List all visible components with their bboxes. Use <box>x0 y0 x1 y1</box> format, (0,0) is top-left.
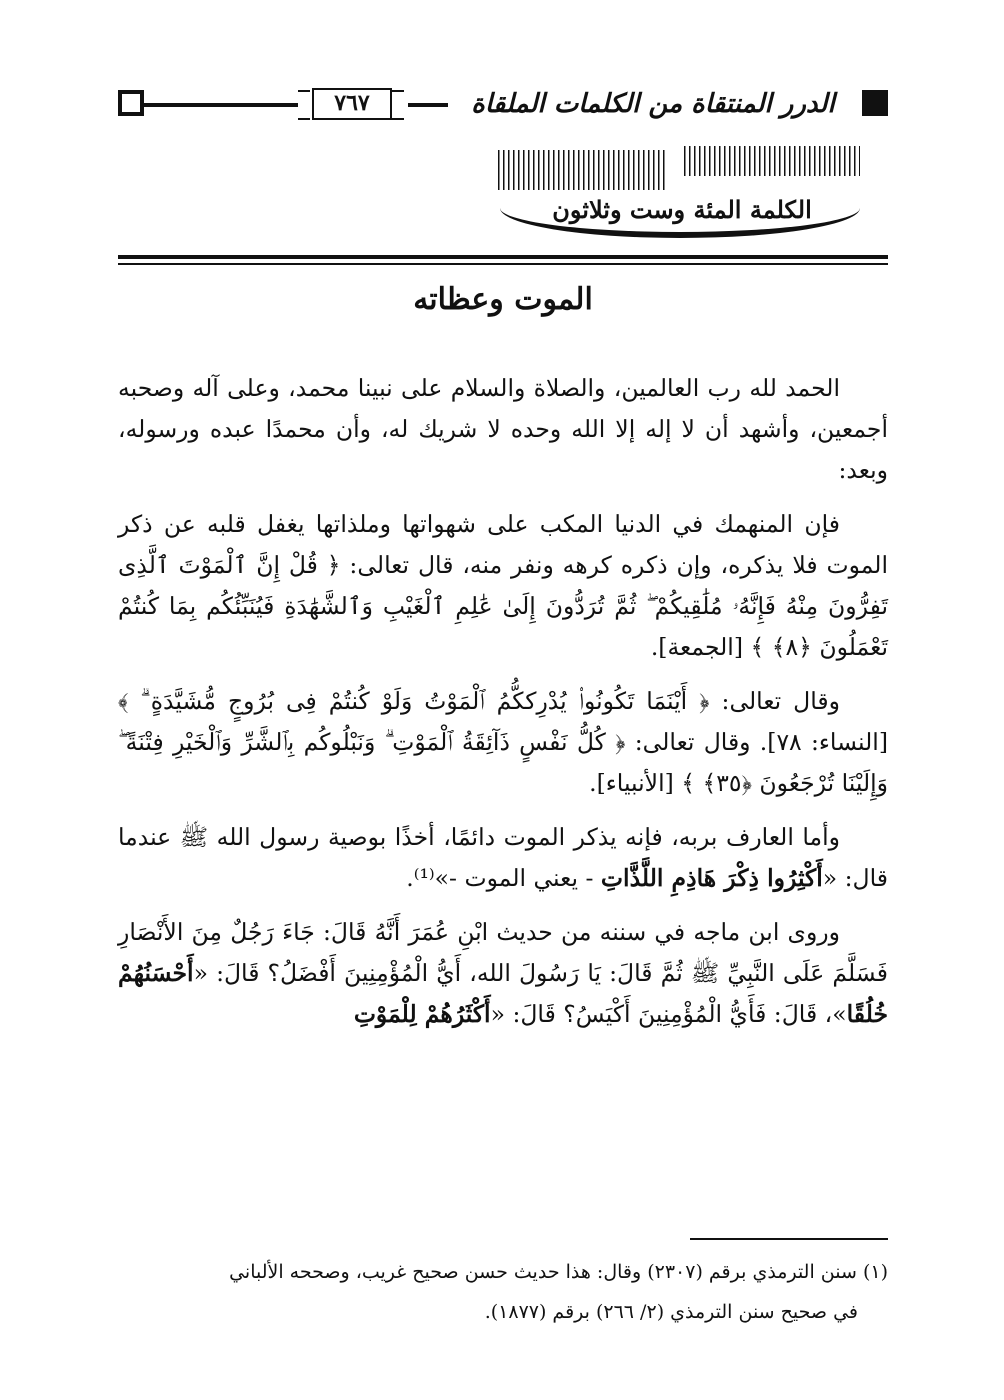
page-header <box>118 84 888 124</box>
paragraph-text: »، قَالَ: فَأَيُّ الْمُؤْمِنِينَ أَكْيَسُ؟ قَالَ: « <box>490 1000 847 1028</box>
paragraph <box>118 912 888 1035</box>
paragraph-text: فإن المنهمك في الدنيا المكب على شهواتها وملذاتها يغفل قلبه عن ذكر الموت فلا يذكره، وإن ذكره كرهه ونفر منه، قال تعالى: ﴿ قُلْ إِنَّ ٱلْمَوْتَ ٱلَّذِى تَفِرُّونَ مِنْهُ فَإِنَّهُۥ مُلَٰقِيكُمْ ۖ ثُمَّ تُرَدُّونَ إِلَىٰ عَٰلِمِ ٱلْغَيْبِ وَٱلشَّهَٰدَةِ فَيُنَبِّئُكُم بِمَا كُنتُمْ تَعْمَلُونَ ﴿٨﴾ ﴾ [الجمعة]. <box>118 510 888 661</box>
book-title: الدرر المنتقاة من الكلمات الملقاة <box>448 84 858 124</box>
hadith-quote: أَكْثِرُوا ذِكْرَ هَاذِمِ اللَّذَّاتِ <box>600 864 823 892</box>
footnote-divider <box>690 1238 888 1240</box>
page-number-ornament-right <box>392 90 404 120</box>
hadith-quote: أَحْسَنُهُمْ خُلُقًا <box>118 959 888 1028</box>
hadith-quote: أَكْثَرُهُمْ لِلْمَوْتِ <box>353 1000 491 1028</box>
header-divider-thick <box>118 255 888 259</box>
header-rule-left <box>144 103 298 107</box>
paragraph-text: الحمد لله رب العالمين، والصلاة والسلام على نبينا محمد، وعلى آله وصحبه أجمعين، وأشهد أن لا إله إلا الله وحده لا شريك له، وأن محمدًا عبده ورسوله، وبعد: <box>118 374 888 484</box>
page-number: ٧٦٧ <box>334 90 370 116</box>
footnotes <box>118 1252 888 1332</box>
paragraph-text: وأما العارف بربه، فإنه يذكر الموت دائمًا، أخذًا بوصية رسول الله ﷺ عندما قال: « <box>118 823 888 892</box>
paragraph <box>118 681 888 804</box>
paragraph <box>118 504 888 668</box>
chapter-hatch-right <box>684 146 860 176</box>
page-number-box <box>298 86 408 120</box>
footnote-1-line-1: (١) سنن الترمذي برقم (٢٣٠٧) وقال: هذا حديث حسن صحيح غريب، وصححه الألباني <box>229 1261 888 1283</box>
paragraph-text: - يعني الموت -»⁽¹⁾. <box>406 864 601 892</box>
paragraph-text: وروى ابن ماجه في سننه من حديث ابْنِ عُمَرَ أَنَّهُ قَالَ: جَاءَ رَجُلٌ مِنَ الأَنْصَارِ فَسَلَّمَ عَلَى النَّبِيِّ ﷺ ثُمَّ قَالَ: يَا رَسُولَ الله، أَيُّ الْمُؤْمِنِينَ أَفْضَلُ؟ قَالَ: « <box>118 918 888 987</box>
page-number-ornament-left <box>298 90 310 120</box>
footnote-1-line-2: في صحيح سنن الترمذي (٢/ ٢٦٦) برقم (١٨٧٧). <box>484 1301 858 1323</box>
footnote-1 <box>118 1252 888 1332</box>
page-title: الموت وعظاته <box>413 282 593 317</box>
chapter-label: الكلمة المئة وست وثلاثون <box>552 195 812 224</box>
main-text <box>118 368 888 1048</box>
chapter-banner <box>498 150 866 240</box>
paragraph <box>118 817 888 899</box>
paragraph-text: وقال تعالى: ﴿ أَيْنَمَا تَكُونُوا۟ يُدْرِككُّمُ ٱلْمَوْتُ وَلَوْ كُنتُمْ فِى بُرُوجٍ مُّشَيَّدَةٍ ۗ ﴾ [النساء: ٧٨]. وقال تعالى: ﴿ كُلُّ نَفْسٍ ذَآئِقَةُ ٱلْمَوْتِ ۗ وَنَبْلُوكُم بِٱلشَّرِّ وَٱلْخَيْرِ فِتْنَةً ۖ وَإِلَيْنَا تُرْجَعُونَ ﴿٣٥﴾ ﴾ [الأنبياء]. <box>118 687 888 797</box>
header-divider-thin <box>118 263 888 265</box>
header-square-ornament-left <box>118 90 144 116</box>
header-square-ornament-right <box>862 90 888 116</box>
paragraph <box>118 368 888 491</box>
